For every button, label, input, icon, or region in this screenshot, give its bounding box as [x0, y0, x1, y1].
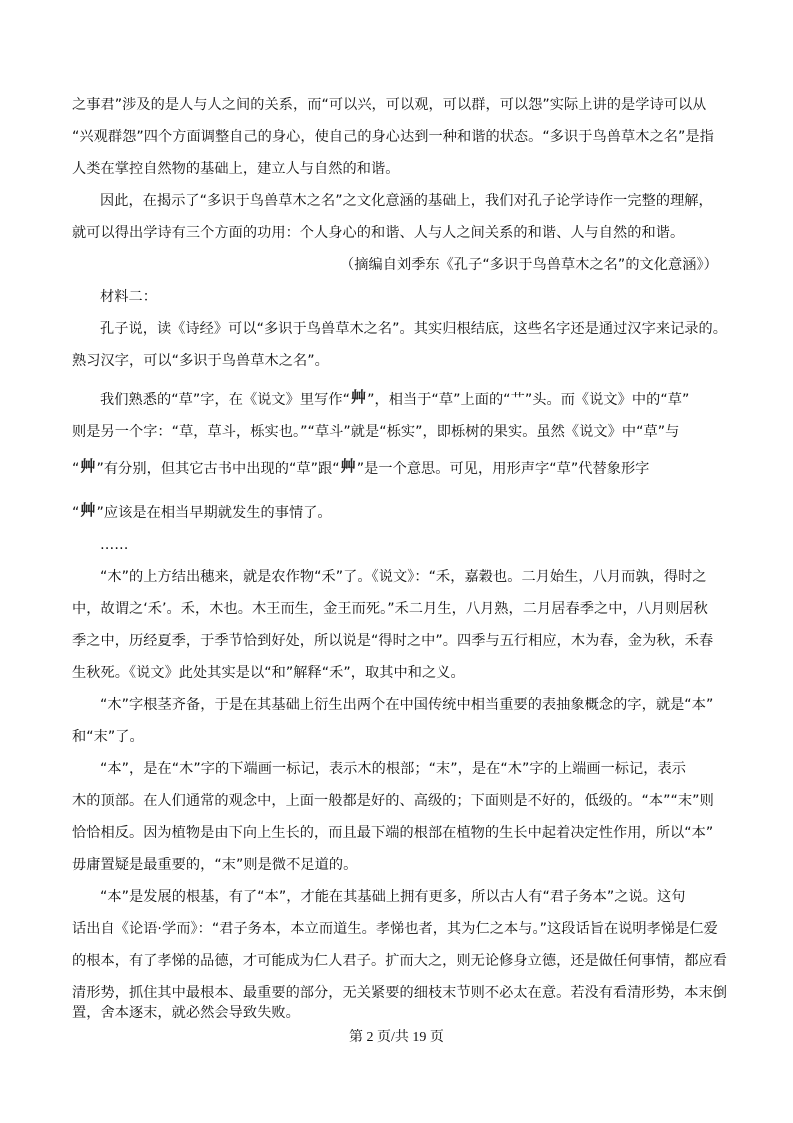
text-line: 生秋死。《说文》此处其实是以“和”解释“禾”，取其中和之义。	[72, 665, 465, 681]
text-line: 木的顶部。在人们通常的观念中，上面一般都是好的、高级的；下面则是不好的，低级的。“本”“末”则	[72, 793, 714, 809]
text-line: 的根本，有了孝悌的品德，才可能成为仁人君子。扩而大之，则无论修身立德，还是做任何事情，都应看	[72, 953, 727, 969]
ancient-cao-glyph: 艸	[340, 457, 356, 475]
text-line: 我们熟悉的“草”字，在《说文》里写作“艸”，相当于“草”上面的“艹”头。而《说文》中的“草”	[100, 388, 690, 408]
text-line: 季之中，历经夏季，于季节恰到好处，所以说是“得时之中”。四季与五行相应，木为春，金为秋，禾春	[72, 633, 714, 649]
text-line: “艸”应该是在相当早期就发生的事情了。	[72, 501, 332, 521]
text-line: 因此，在揭示了“多识于鸟兽草木之名”之文化意涵的基础上，我们对孔子论学诗作一完整的理解，	[100, 193, 713, 209]
text-line: 恰恰相反。因为植物是由下向上生长的，而且最下端的根部在植物的生长中起着决定性作用，所以“本”	[72, 825, 714, 841]
text-line: “本”，是在“木”字的下端画一标记，表示木的根部；“末”，是在“木”字的上端画一标记，表示	[100, 761, 686, 777]
text-line: “艸”有分别，但其它古书中出现的“草”跟“艸”是一个意思。可见，用形声字“草”代替象形字	[72, 457, 650, 477]
text-line: “木”字根茎齐备，于是在其基础上衍生出两个在中国传统中相当重要的表抽象概念的字，就是“本”	[100, 697, 714, 713]
ellipsis-line: ……	[100, 537, 129, 553]
text-line: 毋庸置疑是最重要的，“末”则是微不足道的。	[72, 857, 358, 873]
text-line: “木”的上方结出穗来，就是农作物“禾”了。《说文》：“禾，嘉穀也。二月始生，八月而孰，得时之	[100, 569, 707, 585]
text-line: 置，舍本逐末，就必然会导致失败。	[72, 1005, 300, 1021]
section-heading: 材料二：	[100, 289, 157, 305]
page-footer: 第 2 页/共 19 页	[349, 1030, 444, 1045]
source-citation: （摘编自刘季东《孔子“多识于鸟兽草木之名”的文化意涵》）	[340, 257, 718, 273]
text-line: “本”是发展的根基，有了“本”，才能在其基础上拥有更多，所以古人有“君子务本”之说。这句	[100, 889, 686, 905]
text-line: 就可以得出学诗有三个方面的功用：个人身心的和谐、人与人之间关系的和谐、人与自然的和谐。	[72, 225, 685, 241]
ancient-cao-glyph: 艸	[80, 457, 96, 475]
text-line: 则是另一个字：“草，草斗，栎实也。”“草斗”就是“栎实”，即栎树的果实。虽然《说文》中“草”与	[72, 424, 680, 440]
text-line: 之事君”涉及的是人与人之间的关系，而“可以兴，可以观，可以群，可以怨”实际上讲的是学诗可以从	[72, 97, 707, 113]
text-line: 和“末”了。	[72, 729, 144, 745]
ancient-cao-glyph: 艸	[80, 501, 96, 519]
text-line: 孔子说，读《诗经》可以“多识于鸟兽草木之名”。其实归根结底，这些名字还是通过汉字来记录的。	[100, 321, 728, 337]
text-line: 中，故谓之‘禾’。禾，木也。木王而生，金王而死。”禾二月生，八月熟，二月居春季之中，八月则居秋	[72, 601, 708, 617]
text-line: 人类在掌控自然物的基础上，建立人与自然的和谐。	[72, 161, 400, 177]
ancient-cao-glyph: 艸	[351, 388, 367, 406]
text-line: 熟习汉字，可以“多识于鸟兽草木之名”。	[72, 353, 329, 369]
text-line: “兴观群怨”四个方面调整自己的身心，使自己的身心达到一种和谐的状态。“多识于鸟兽草木之名”是指	[72, 129, 714, 145]
text-line: 话出自《论语·学而》：“君子务本，本立而道生。孝悌也者，其为仁之本与。”这段话旨在说明孝悌是仁爱	[72, 921, 718, 937]
text-line: 清形势，抓住其中最根本、最重要的部分，无关紧要的细枝末节则不必太在意。若没有看清形势，本末倒	[72, 985, 727, 1001]
